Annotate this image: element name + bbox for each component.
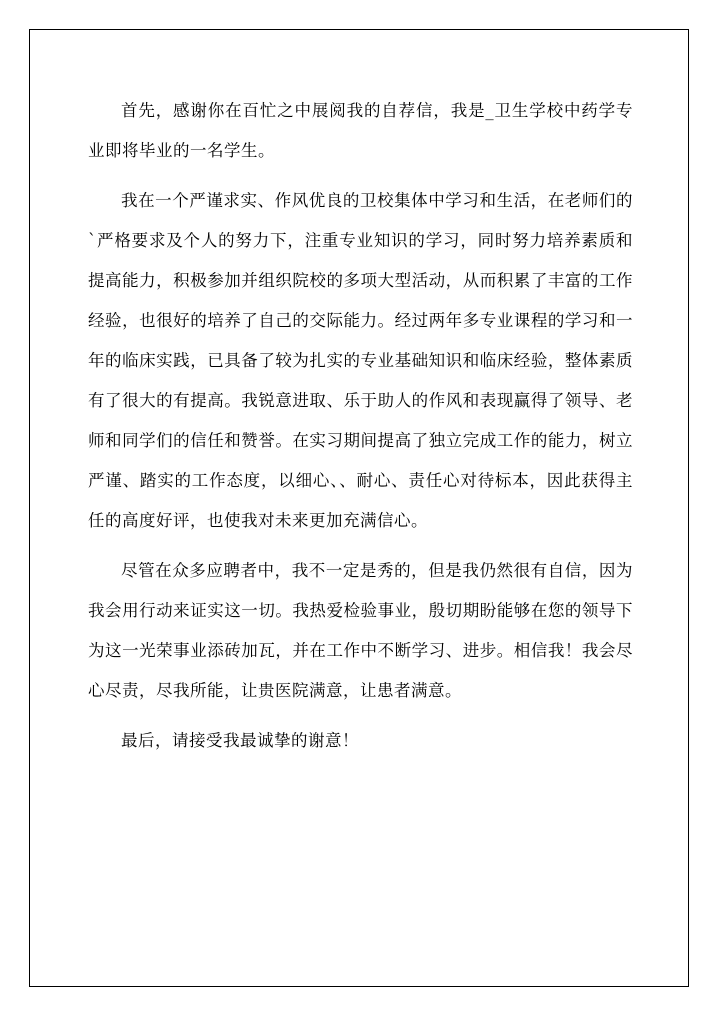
letter-body [88, 91, 633, 771]
paragraph-confidence: 尽管在众多应聘者中，我不一定是秀的，但是我仍然很有自信，因为我会用行动来证实这一切。我热爱检验事业，殷切期盼能够在您的领导下为这一光荣事业添砖加瓦，并在工作中不断学习、进步。相信我！我会尽心尽责，尽我所能，让贵医院满意，让患者满意。 [88, 561, 633, 700]
paragraph-greeting: 首先，感谢你在百忙之中展阅我的自荐信，我是_卫生学校中药学专业即将毕业的一名学生。 [88, 101, 633, 160]
paragraph-background: 我在一个严谨求实、作风优良的卫校集体中学习和生活，在老师们的`严格要求及个人的努力下，注重专业知识的学习，同时努力培养素质和提高能力，积极参加并组织院校的多项大型活动，从而积累了丰富的工作经验，也很好的培养了自己的交际能力。经过两年多专业课程的学习和一年的临床实践，已具备了较为扎实的专业基础知识和临床经验，整体素质有了很大的有提高。我锐意进取、乐于助人的作风和表现赢得了领导、老师和同学们的信任和赞誉。在实习期间提高了独立完成工作的能力，树立严谨、踏实的工作态度，以细心、、耐心、责任心对待标本，因此获得主任的高度好评，也使我对未来更加充满信心。 [88, 191, 633, 530]
paragraph-closing: 最后，请接受我最诚挚的谢意！ [121, 731, 359, 750]
